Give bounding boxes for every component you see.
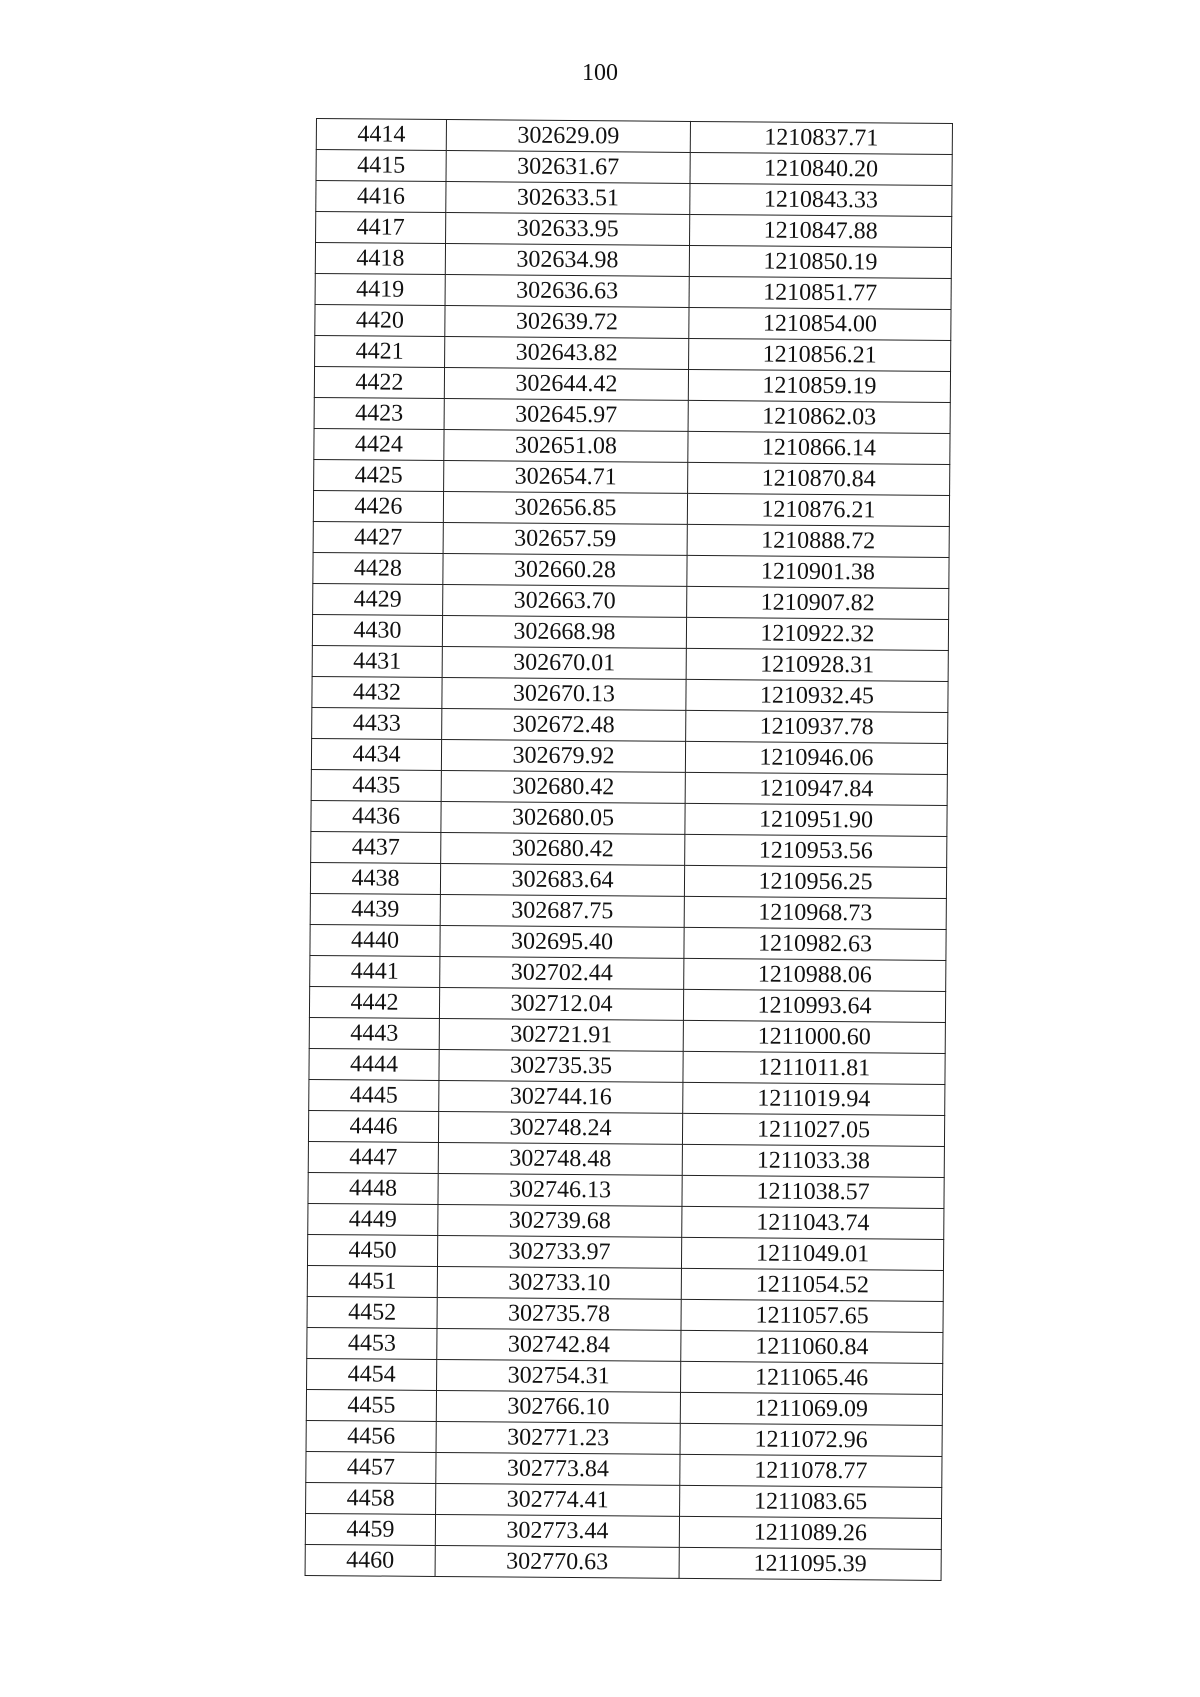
table-row	[312, 676, 948, 712]
point-number-cell: 4452	[307, 1296, 437, 1328]
x-coordinate-cell: 302773.84	[436, 1452, 680, 1485]
y-coordinate-cell: 1211089.26	[679, 1516, 941, 1549]
y-coordinate-cell: 1210843.33	[690, 183, 952, 216]
point-number-cell: 4421	[315, 335, 445, 367]
point-number-cell: 4424	[314, 428, 444, 460]
x-coordinate-cell: 302636.63	[445, 275, 689, 308]
x-coordinate-cell: 302771.23	[436, 1421, 680, 1454]
table-row	[315, 243, 951, 279]
point-number-cell: 4451	[307, 1265, 437, 1297]
y-coordinate-cell: 1210993.64	[683, 989, 945, 1022]
table-row	[316, 181, 952, 217]
table-row	[315, 304, 951, 340]
x-coordinate-cell: 302654.71	[444, 461, 688, 494]
point-number-cell: 4442	[309, 986, 439, 1018]
y-coordinate-cell: 1210866.14	[688, 431, 950, 464]
y-coordinate-cell: 1210951.90	[685, 803, 947, 836]
point-number-cell: 4439	[310, 893, 440, 925]
x-coordinate-cell: 302639.72	[445, 306, 689, 339]
y-coordinate-cell: 1211027.05	[682, 1113, 944, 1146]
table-row	[312, 645, 948, 681]
table-row	[307, 1265, 943, 1301]
table-row	[316, 119, 952, 155]
table-row	[313, 552, 949, 588]
x-coordinate-cell: 302739.68	[438, 1204, 682, 1237]
table-row	[306, 1420, 942, 1456]
table-row	[311, 738, 947, 774]
y-coordinate-cell: 1210947.84	[685, 772, 947, 805]
table-row	[310, 862, 946, 898]
y-coordinate-cell: 1210932.45	[686, 679, 948, 712]
table-row	[313, 521, 949, 557]
table-row	[307, 1358, 943, 1394]
table-row	[309, 1079, 945, 1115]
table-row	[307, 1327, 943, 1363]
x-coordinate-cell: 302770.63	[435, 1545, 679, 1578]
point-number-cell: 4422	[314, 366, 444, 398]
x-coordinate-cell: 302735.35	[439, 1049, 683, 1082]
table-row	[307, 1234, 943, 1270]
y-coordinate-cell: 1210837.71	[690, 121, 952, 154]
y-coordinate-cell: 1210953.56	[685, 834, 947, 867]
table-row	[310, 924, 946, 960]
x-coordinate-cell: 302680.05	[441, 802, 685, 835]
point-number-cell: 4429	[313, 583, 443, 615]
table-row	[312, 614, 948, 650]
x-coordinate-cell: 302687.75	[440, 895, 684, 928]
y-coordinate-cell: 1210956.25	[684, 865, 946, 898]
y-coordinate-cell: 1210854.00	[689, 307, 951, 340]
table-row	[311, 831, 947, 867]
point-number-cell: 4454	[307, 1358, 437, 1390]
y-coordinate-cell: 1211057.65	[681, 1299, 943, 1332]
table-row	[314, 397, 950, 433]
x-coordinate-cell: 302657.59	[443, 523, 687, 556]
x-coordinate-cell: 302733.97	[437, 1235, 681, 1268]
table-row	[313, 490, 949, 526]
x-coordinate-cell: 302634.98	[445, 244, 689, 277]
y-coordinate-cell: 1210851.77	[689, 276, 951, 309]
point-number-cell: 4414	[316, 119, 446, 151]
point-number-cell: 4440	[310, 924, 440, 956]
point-number-cell: 4459	[305, 1513, 435, 1545]
table-row	[308, 1172, 944, 1208]
table-row	[311, 769, 947, 805]
table-body	[305, 119, 952, 1581]
x-coordinate-cell: 302663.70	[443, 585, 687, 618]
y-coordinate-cell: 1210876.21	[687, 493, 949, 526]
y-coordinate-cell: 1211043.74	[682, 1206, 944, 1239]
point-number-cell: 4443	[309, 1017, 439, 1049]
y-coordinate-cell: 1210847.88	[690, 214, 952, 247]
y-coordinate-cell: 1210862.03	[688, 400, 950, 433]
x-coordinate-cell: 302742.84	[437, 1328, 681, 1361]
y-coordinate-cell: 1211033.38	[682, 1144, 944, 1177]
table-row	[316, 212, 952, 248]
y-coordinate-cell: 1211049.01	[681, 1237, 943, 1270]
y-coordinate-cell: 1210850.19	[689, 245, 951, 278]
y-coordinate-cell: 1210988.06	[684, 958, 946, 991]
y-coordinate-cell: 1210859.19	[688, 369, 950, 402]
point-number-cell: 4446	[308, 1110, 438, 1142]
point-number-cell: 4441	[310, 955, 440, 987]
x-coordinate-cell: 302773.44	[435, 1514, 679, 1547]
table-row	[312, 707, 948, 743]
y-coordinate-cell: 1211038.57	[682, 1175, 944, 1208]
table-row	[306, 1482, 942, 1518]
point-number-cell: 4431	[312, 645, 442, 677]
table-row	[309, 1017, 945, 1053]
y-coordinate-cell: 1210946.06	[685, 741, 947, 774]
y-coordinate-cell: 1210856.21	[689, 338, 951, 371]
y-coordinate-cell: 1210928.31	[686, 648, 948, 681]
x-coordinate-cell: 302766.10	[436, 1390, 680, 1423]
coordinates-table	[305, 118, 953, 1581]
y-coordinate-cell: 1211069.09	[680, 1392, 942, 1425]
table-row	[307, 1296, 943, 1332]
point-number-cell: 4437	[311, 831, 441, 863]
y-coordinate-cell: 1211054.52	[681, 1268, 943, 1301]
x-coordinate-cell: 302660.28	[443, 554, 687, 587]
point-number-cell: 4449	[308, 1203, 438, 1235]
point-number-cell: 4425	[314, 459, 444, 491]
y-coordinate-cell: 1210870.84	[688, 462, 950, 495]
y-coordinate-cell: 1211019.94	[683, 1082, 945, 1115]
y-coordinate-cell: 1211060.84	[681, 1330, 943, 1363]
table-row	[305, 1544, 941, 1580]
y-coordinate-cell: 1211011.81	[683, 1051, 945, 1084]
point-number-cell: 4427	[313, 521, 443, 553]
x-coordinate-cell: 302644.42	[444, 368, 688, 401]
y-coordinate-cell: 1211072.96	[680, 1423, 942, 1456]
x-coordinate-cell: 302733.10	[437, 1266, 681, 1299]
table-row	[306, 1389, 942, 1425]
x-coordinate-cell: 302680.42	[441, 833, 685, 866]
x-coordinate-cell: 302679.92	[441, 740, 685, 773]
y-coordinate-cell: 1210907.82	[687, 586, 949, 619]
table-row	[313, 583, 949, 619]
y-coordinate-cell: 1210922.32	[686, 617, 948, 650]
point-number-cell: 4447	[308, 1141, 438, 1173]
table-row	[311, 800, 947, 836]
y-coordinate-cell: 1211083.65	[680, 1485, 942, 1518]
point-number-cell: 4444	[309, 1048, 439, 1080]
table-row	[315, 273, 951, 309]
point-number-cell: 4450	[307, 1234, 437, 1266]
point-number-cell: 4445	[309, 1079, 439, 1111]
table-row	[310, 893, 946, 929]
point-number-cell: 4430	[312, 614, 442, 646]
x-coordinate-cell: 302672.48	[442, 709, 686, 742]
point-number-cell: 4419	[315, 273, 445, 305]
table-row	[316, 150, 952, 186]
point-number-cell: 4426	[313, 490, 443, 522]
table-row	[308, 1110, 944, 1146]
x-coordinate-cell: 302631.67	[446, 151, 690, 184]
point-number-cell: 4416	[316, 181, 446, 213]
x-coordinate-cell: 302746.13	[438, 1173, 682, 1206]
point-number-cell: 4457	[306, 1451, 436, 1483]
point-number-cell: 4448	[308, 1172, 438, 1204]
y-coordinate-cell: 1211000.60	[683, 1020, 945, 1053]
point-number-cell: 4458	[306, 1482, 436, 1514]
x-coordinate-cell: 302683.64	[440, 864, 684, 897]
y-coordinate-cell: 1211078.77	[680, 1454, 942, 1487]
x-coordinate-cell: 302695.40	[440, 926, 684, 959]
y-coordinate-cell: 1210888.72	[687, 524, 949, 557]
point-number-cell: 4432	[312, 676, 442, 708]
point-number-cell: 4428	[313, 552, 443, 584]
x-coordinate-cell: 302754.31	[437, 1359, 681, 1392]
table-row	[309, 986, 945, 1022]
table-row	[308, 1141, 944, 1177]
y-coordinate-cell: 1210982.63	[684, 927, 946, 960]
y-coordinate-cell: 1210901.38	[687, 555, 949, 588]
table-row	[314, 428, 950, 464]
point-number-cell: 4434	[311, 738, 441, 770]
y-coordinate-cell: 1211065.46	[681, 1361, 943, 1394]
point-number-cell: 4417	[316, 212, 446, 244]
x-coordinate-cell: 302651.08	[444, 430, 688, 463]
x-coordinate-cell: 302748.24	[438, 1111, 682, 1144]
x-coordinate-cell: 302748.48	[438, 1142, 682, 1175]
x-coordinate-cell: 302702.44	[440, 956, 684, 989]
point-number-cell: 4423	[314, 397, 444, 429]
point-number-cell: 4456	[306, 1420, 436, 1452]
table-row	[314, 366, 950, 402]
x-coordinate-cell: 302645.97	[444, 399, 688, 432]
x-coordinate-cell: 302680.42	[441, 771, 685, 804]
x-coordinate-cell: 302670.13	[442, 678, 686, 711]
table-row	[306, 1451, 942, 1487]
point-number-cell: 4433	[312, 707, 442, 739]
y-coordinate-cell: 1210840.20	[690, 152, 952, 185]
x-coordinate-cell: 302721.91	[439, 1018, 683, 1051]
point-number-cell: 4453	[307, 1327, 437, 1359]
point-number-cell: 4460	[305, 1544, 435, 1576]
point-number-cell: 4435	[311, 769, 441, 801]
x-coordinate-cell: 302633.51	[446, 182, 690, 215]
x-coordinate-cell: 302643.82	[445, 337, 689, 370]
table-row	[309, 1048, 945, 1084]
point-number-cell: 4438	[310, 862, 440, 894]
x-coordinate-cell: 302712.04	[439, 987, 683, 1020]
table-row	[314, 459, 950, 495]
page-number: 100	[582, 60, 618, 86]
point-number-cell: 4420	[315, 304, 445, 336]
table-row	[305, 1513, 941, 1549]
x-coordinate-cell: 302629.09	[446, 120, 690, 153]
point-number-cell: 4418	[315, 243, 445, 275]
x-coordinate-cell: 302774.41	[436, 1483, 680, 1516]
point-number-cell: 4415	[316, 150, 446, 182]
table-row	[315, 335, 951, 371]
point-number-cell: 4455	[306, 1389, 436, 1421]
point-number-cell: 4436	[311, 800, 441, 832]
y-coordinate-cell: 1210968.73	[684, 896, 946, 929]
y-coordinate-cell: 1210937.78	[686, 710, 948, 743]
table-row	[308, 1203, 944, 1239]
x-coordinate-cell: 302668.98	[442, 616, 686, 649]
x-coordinate-cell: 302656.85	[443, 492, 687, 525]
y-coordinate-cell: 1211095.39	[679, 1547, 941, 1580]
x-coordinate-cell: 302735.78	[437, 1297, 681, 1330]
x-coordinate-cell: 302633.95	[446, 213, 690, 246]
x-coordinate-cell: 302670.01	[442, 647, 686, 680]
table-row	[310, 955, 946, 991]
x-coordinate-cell: 302744.16	[439, 1080, 683, 1113]
